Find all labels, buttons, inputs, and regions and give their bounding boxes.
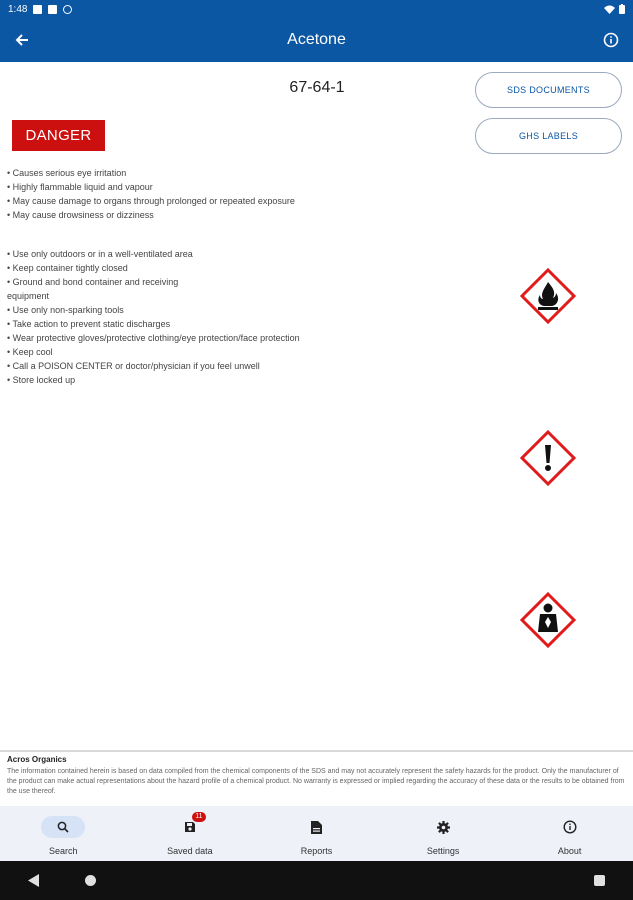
hazard-statements bbox=[7, 166, 295, 222]
precautionary-statement: • Wear protective gloves/protective clothing/eye protection/face protection bbox=[7, 333, 300, 343]
info-icon bbox=[563, 820, 577, 834]
wifi-icon bbox=[604, 5, 615, 14]
precautionary-statement: • Store locked up bbox=[7, 375, 76, 385]
sim-icon bbox=[48, 5, 57, 14]
nav-label: Search bbox=[49, 846, 78, 856]
nav-label: Saved data bbox=[167, 846, 213, 856]
precautionary-statement: equipment bbox=[7, 291, 50, 301]
system-navigation-bar bbox=[0, 861, 633, 900]
info-button[interactable] bbox=[597, 26, 625, 54]
system-recents-icon[interactable] bbox=[594, 875, 605, 886]
arrow-back-icon bbox=[15, 33, 29, 47]
hazard-statement: • May cause damage to organs through prolonged or repeated exposure bbox=[7, 196, 295, 206]
ghs-labels-button[interactable]: GHS LABELS bbox=[475, 118, 622, 154]
nav-search[interactable] bbox=[0, 806, 127, 861]
precautionary-statement: • Keep cool bbox=[7, 347, 53, 357]
precautionary-statements bbox=[7, 247, 352, 387]
cas-number: 67-64-1 bbox=[289, 79, 345, 96]
nav-reports[interactable] bbox=[253, 806, 380, 861]
nav-label: Reports bbox=[300, 846, 333, 856]
back-button[interactable] bbox=[8, 26, 36, 54]
document-icon bbox=[311, 821, 322, 834]
exclamation-pictogram-icon bbox=[520, 430, 576, 486]
hazard-statement: • May cause drowsiness or dizziness bbox=[7, 210, 154, 220]
system-home-icon[interactable] bbox=[85, 875, 96, 886]
sds-documents-button[interactable]: SDS DOCUMENTS bbox=[475, 72, 622, 108]
page-title: Acetone bbox=[287, 31, 346, 48]
disclaimer-title: Acros Organics bbox=[7, 755, 67, 764]
nav-settings[interactable] bbox=[380, 806, 507, 861]
status-bar bbox=[0, 0, 633, 18]
bottom-navigation bbox=[0, 806, 633, 861]
gear-icon bbox=[437, 821, 450, 834]
precautionary-statement: • Use only non-sparking tools bbox=[7, 305, 124, 315]
sync-icon bbox=[63, 5, 72, 14]
save-icon bbox=[184, 821, 196, 833]
system-back-icon[interactable] bbox=[28, 874, 39, 887]
disclaimer-text: The information contained herein is based on data compiled from the chemical components of the SDS and may not accurately represent the safety hazards for the product. Only the manufacturer of the product can make actual representations about the hazard profile of a chemical product. No warranty is expressed or implied regarding the accuracy of these data or the results to be obtained from the use thereof. bbox=[7, 768, 625, 795]
battery-icon bbox=[619, 4, 625, 14]
info-icon bbox=[603, 32, 619, 48]
nav-about[interactable] bbox=[506, 806, 633, 861]
hazard-statement: • Highly flammable liquid and vapour bbox=[7, 182, 153, 192]
app-bar bbox=[0, 18, 633, 62]
precautionary-statement: • Call a POISON CENTER or doctor/physician if you feel unwell bbox=[7, 361, 260, 371]
nav-saved-data[interactable] bbox=[127, 806, 254, 861]
precautionary-statement: • Keep container tightly closed bbox=[7, 263, 128, 273]
nav-label: Settings bbox=[426, 846, 460, 856]
search-icon bbox=[57, 821, 69, 833]
status-time: 1:48 bbox=[8, 3, 28, 15]
hazard-statement: • Causes serious eye irritation bbox=[7, 168, 127, 178]
divider bbox=[0, 750, 633, 752]
health-hazard-pictogram-icon bbox=[520, 592, 576, 648]
disclaimer bbox=[7, 755, 627, 797]
nav-label: About bbox=[557, 846, 582, 856]
notification-icon bbox=[33, 5, 42, 14]
signal-word-badge: DANGER bbox=[12, 120, 105, 151]
saved-count-badge: 11 bbox=[192, 812, 206, 822]
precautionary-statement: • Ground and bond container and receiving bbox=[7, 277, 179, 287]
flame-pictogram-icon bbox=[520, 268, 576, 324]
precautionary-statement: • Use only outdoors or in a well-ventilated area bbox=[7, 249, 193, 259]
precautionary-statement: • Take action to prevent static discharges bbox=[7, 319, 171, 329]
